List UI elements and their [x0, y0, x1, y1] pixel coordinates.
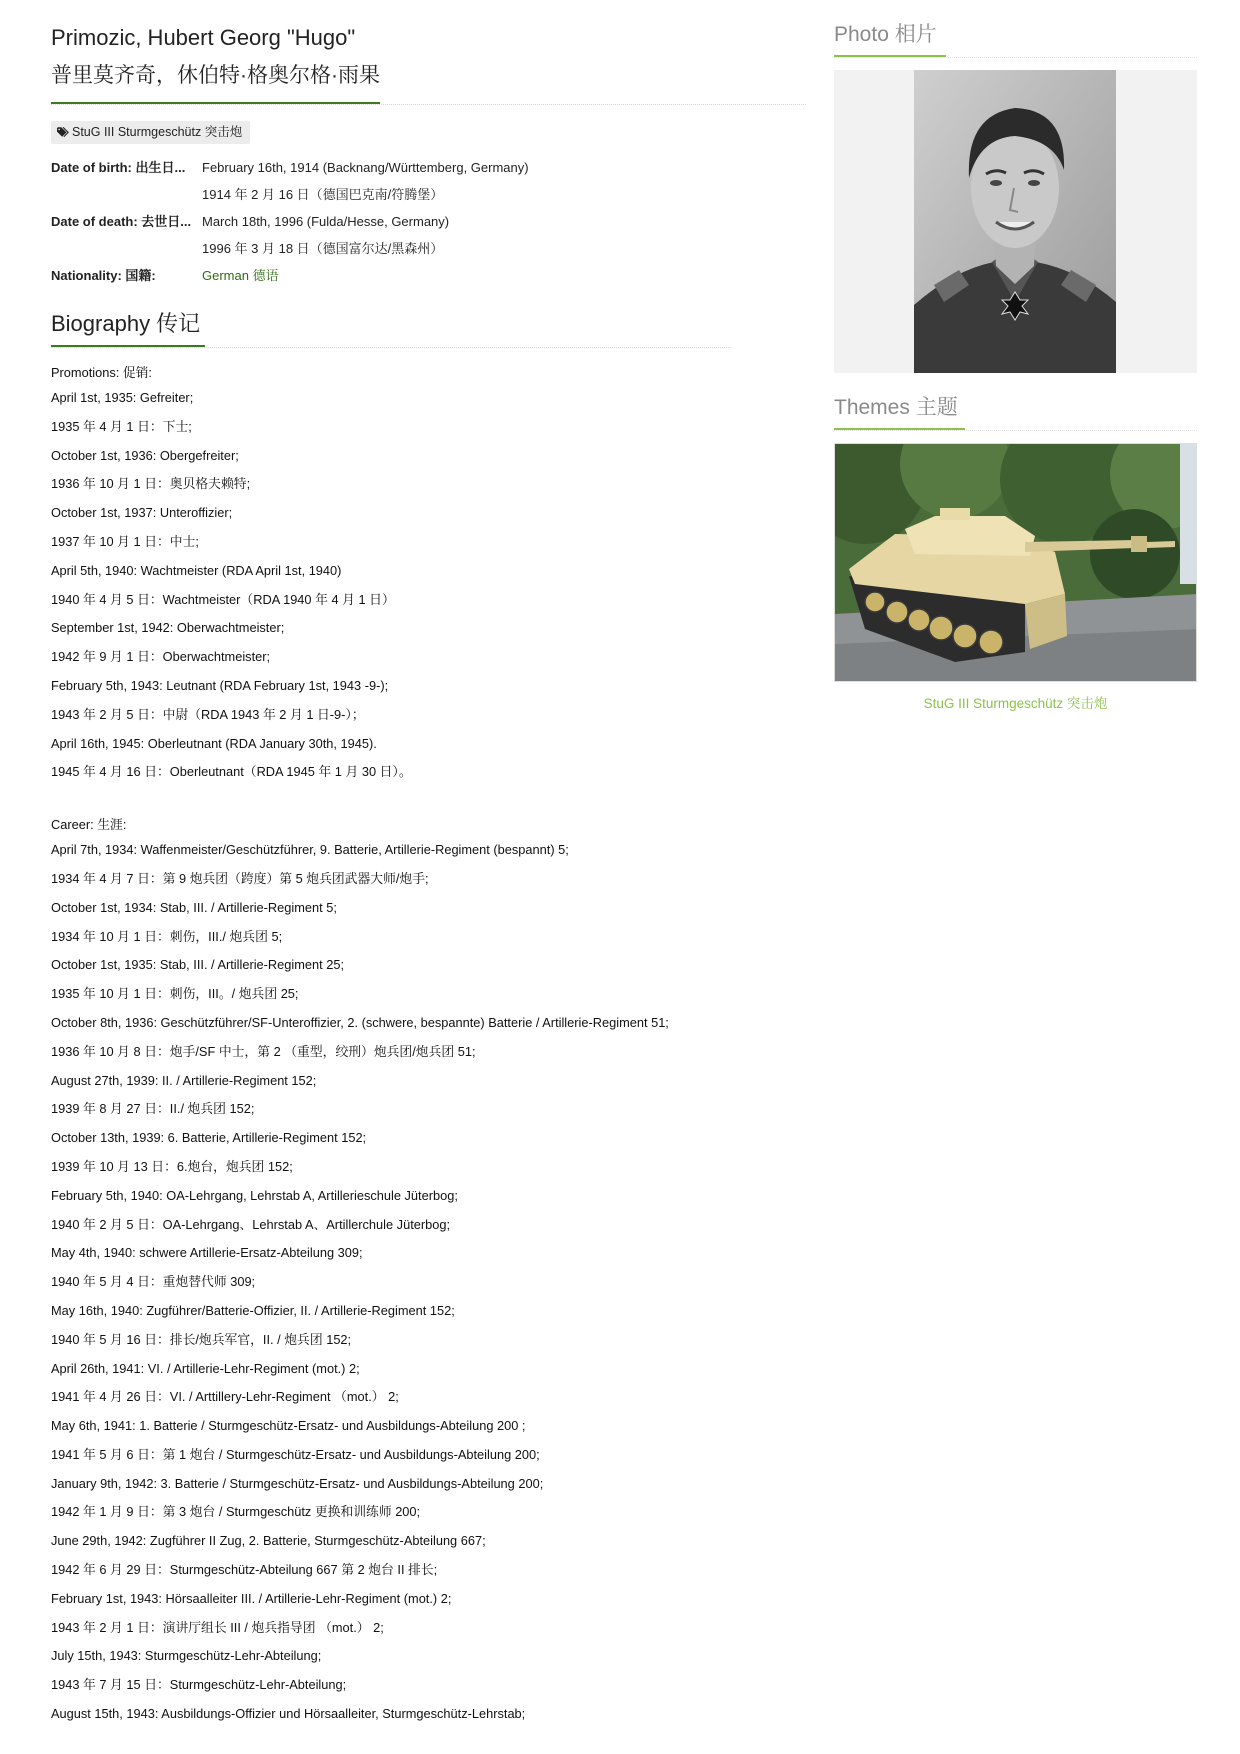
- title-divider-accent: [51, 102, 380, 104]
- promotion-entry: April 16th, 1945: Oberleutnant (RDA January 30th, 1945).: [51, 735, 377, 751]
- career-entry: October 8th, 1936: Geschützführer/SF-Unteroffizier, 2. (schwere, bespannte) Batterie / Artillerie-Regiment 51;: [51, 1014, 669, 1030]
- theme-image-stug[interactable]: [834, 443, 1197, 682]
- biography-divider-accent: [51, 345, 205, 347]
- photo-divider: [834, 55, 1197, 58]
- career-entry: 1941 年 5 月 6 日：第 1 炮台 / Sturmgeschütz-Ersatz- und Ausbildungs-Abteilung 200;: [51, 1446, 540, 1462]
- career-entry: May 16th, 1940: Zugführer/Batterie-Offizier, II. / Artillerie-Regiment 152;: [51, 1302, 455, 1318]
- sidebar-spacer: [834, 373, 1197, 391]
- career-entry: 1940 年 2 月 5 日：OA-Lehrgang、Lehrstab A、Artillerchule Jüterbog;: [51, 1216, 451, 1232]
- career-entry: 1935 年 10 月 1 日：刺伤，III。/ 炮兵团 25;: [51, 986, 299, 1002]
- death-value-en: March 18th, 1996 (Fulda/Hesse, Germany): [202, 214, 450, 229]
- promotion-entry: 1936 年 10 月 1 日：奥贝格夫赖特;: [51, 476, 251, 492]
- photo-heading: Photo 相片: [834, 23, 937, 46]
- promotion-entry: October 1st, 1936: Obergefreiter;: [51, 447, 239, 463]
- themes-heading: Themes 主题: [834, 396, 958, 419]
- career-list: [51, 836, 806, 1729]
- promotion-entry: February 5th, 1943: Leutnant (RDA February 1st, 1943 -9-);: [51, 677, 389, 693]
- career-entry: January 9th, 1942: 3. Batterie / Sturmgeschütz-Ersatz- und Ausbildungs-Abteilung 200;: [51, 1475, 544, 1491]
- career-entry: February 1st, 1943: Hörsaalleiter III. / Artillerie-Lehr-Regiment (mot.) 2;: [51, 1590, 452, 1606]
- birth-row: [51, 154, 806, 208]
- portrait-image: [914, 70, 1116, 373]
- photo-divider-accent: [834, 55, 946, 57]
- career-entry: 1936 年 10 月 8 日：炮手/SF 中士，第 2 （重型，绞刑）炮兵团/炮兵团 51;: [51, 1043, 476, 1059]
- biography-body: [51, 362, 806, 1729]
- career-entry: April 7th, 1934: Waffenmeister/Geschützführer, 9. Batterie, Artillerie-Regiment (bespannt) 5;: [51, 842, 569, 858]
- career-entry: 1939 年 8 月 27 日：II./ 炮兵团 152;: [51, 1101, 255, 1117]
- themes-divider: [834, 428, 1197, 431]
- career-entry: 1939 年 10 月 13 日：6.炮台，炮兵团 152;: [51, 1158, 293, 1174]
- personal-info: [51, 154, 806, 289]
- career-entry: 1943 年 2 月 1 日：演讲厅组长 III / 炮兵指导团 （mot.） 2;: [51, 1619, 384, 1635]
- career-entry: 1942 年 6 月 29 日：Sturmgeschütz-Abteilung 667 第 2 炮台 II 排长;: [51, 1562, 438, 1578]
- themes-divider-accent: [834, 428, 965, 430]
- page-title: Primozic, Hubert Georg "Hugo": [51, 25, 356, 50]
- promotion-entry: October 1st, 1937: Unteroffizier;: [51, 505, 233, 521]
- portrait-photo[interactable]: [834, 70, 1197, 373]
- nationality-link[interactable]: German 德语: [202, 268, 279, 283]
- promotion-entry: September 1st, 1942: Oberwachtmeister;: [51, 620, 285, 636]
- career-entry: July 15th, 1943: Sturmgeschütz-Lehr-Abteilung;: [51, 1648, 322, 1664]
- career-label: Career: 生涯:: [51, 817, 127, 833]
- theme-caption-link[interactable]: StuG III Sturmgeschütz 突击炮: [923, 696, 1108, 711]
- promotion-entry: 1935 年 4 月 1 日：下士;: [51, 418, 192, 434]
- sidebar: [834, 18, 1197, 712]
- death-value: [202, 208, 449, 262]
- biography-heading: Biography 传记: [51, 311, 201, 336]
- section-gap: [51, 787, 806, 814]
- promotion-entry: 1937 年 10 月 1 日：中士;: [51, 533, 199, 549]
- nationality-label: Nationality: 国籍:: [51, 268, 156, 283]
- career-entry: June 29th, 1942: Zugführer II Zug, 2. Batterie, Sturmgeschütz-Abteilung 667;: [51, 1533, 486, 1549]
- birth-value-zh: 1914 年 2 月 16 日（德国巴克南/符腾堡）: [202, 187, 444, 202]
- career-entry: 1934 年 4 月 7 日：第 9 炮兵团（跨度）第 5 炮兵团武器大师/炮手;: [51, 870, 429, 886]
- birth-value: [202, 154, 529, 208]
- promotion-entry: April 1st, 1935: Gefreiter;: [51, 390, 194, 405]
- career-entry: 1940 年 5 月 16 日：排长/炮兵军官，II. / 炮兵团 152;: [51, 1331, 352, 1347]
- death-value-zh: 1996 年 3 月 18 日（德国富尔达/黑森州）: [202, 241, 444, 256]
- career-entry: October 1st, 1935: Stab, III. / Artillerie-Regiment 25;: [51, 957, 345, 973]
- career-entry: October 1st, 1934: Stab, III. / Artillerie-Regiment 5;: [51, 899, 337, 915]
- birth-label: Date of birth: 出生日...: [51, 160, 186, 175]
- birth-value-en: February 16th, 1914 (Backnang/Württemberg, Germany): [202, 160, 529, 175]
- career-entry: August 27th, 1939: II. / Artillerie-Regiment 152;: [51, 1072, 317, 1088]
- promotion-entry: 1940 年 4 月 5 日：Wachtmeister（RDA 1940 年 4 月 1 日）: [51, 591, 395, 607]
- career-entry: April 26th, 1941: VI. / Artillerie-Lehr-Regiment (mot.) 2;: [51, 1360, 360, 1376]
- biography-divider: [51, 345, 731, 348]
- stug-image: [835, 444, 1197, 682]
- nationality-row: [51, 262, 806, 289]
- promotion-entry: 1945 年 4 月 16 日：Oberleutnant（RDA 1945 年 1 月 30 日）。: [51, 764, 412, 780]
- career-entry: 1942 年 1 月 9 日：第 3 炮台 / Sturmgeschütz 更换和训练师 200;: [51, 1504, 421, 1520]
- promotion-entry: April 5th, 1940: Wachtmeister (RDA April 1st, 1940): [51, 562, 342, 578]
- promotion-entry: 1942 年 9 月 1 日：Oberwachtmeister;: [51, 649, 271, 665]
- page-title-chinese: 普里莫齐奇，休伯特·格奥尔格·雨果: [51, 64, 380, 87]
- title-divider: [51, 102, 806, 105]
- career-entry: October 13th, 1939: 6. Batterie, Artillerie-Regiment 152;: [51, 1130, 367, 1146]
- career-entry: February 5th, 1940: OA-Lehrgang, Lehrstab A, Artillerieschule Jüterbog;: [51, 1187, 458, 1203]
- career-entry: 1943 年 7 月 15 日：Sturmgeschütz-Lehr-Abteilung;: [51, 1677, 347, 1693]
- career-entry: 1940 年 5 月 4 日：重炮替代师 309;: [51, 1274, 256, 1290]
- promotion-entry: 1943 年 2 月 5 日：中尉（RDA 1943 年 2 月 1 日-9-）；: [51, 706, 365, 722]
- career-entry: May 4th, 1940: schwere Artillerie-Ersatz-Abteilung 309;: [51, 1245, 363, 1261]
- career-entry: 1941 年 4 月 26 日：VI. / Arttillery-Lehr-Regiment （mot.） 2;: [51, 1389, 399, 1405]
- tag-icon: [57, 127, 69, 137]
- career-entry: August 15th, 1943: Ausbildungs-Offizier und Hörsaalleiter, Sturmgeschütz-Lehrstab;: [51, 1706, 526, 1722]
- promotions-label: Promotions: 促销:: [51, 365, 152, 380]
- death-label: Date of death: 去世日...: [51, 214, 192, 229]
- main-content: [51, 18, 806, 1729]
- theme-tag-label: StuG III Sturmgeschütz 突击炮: [72, 125, 243, 139]
- promotions-list: [51, 384, 806, 787]
- death-row: [51, 208, 806, 262]
- theme-tag[interactable]: [51, 121, 250, 144]
- career-entry: May 6th, 1941: 1. Batterie / Sturmgeschütz-Ersatz- und Ausbildungs-Abteilung 200 ;: [51, 1418, 526, 1434]
- career-entry: 1934 年 10 月 1 日：刺伤，III./ 炮兵团 5;: [51, 928, 283, 944]
